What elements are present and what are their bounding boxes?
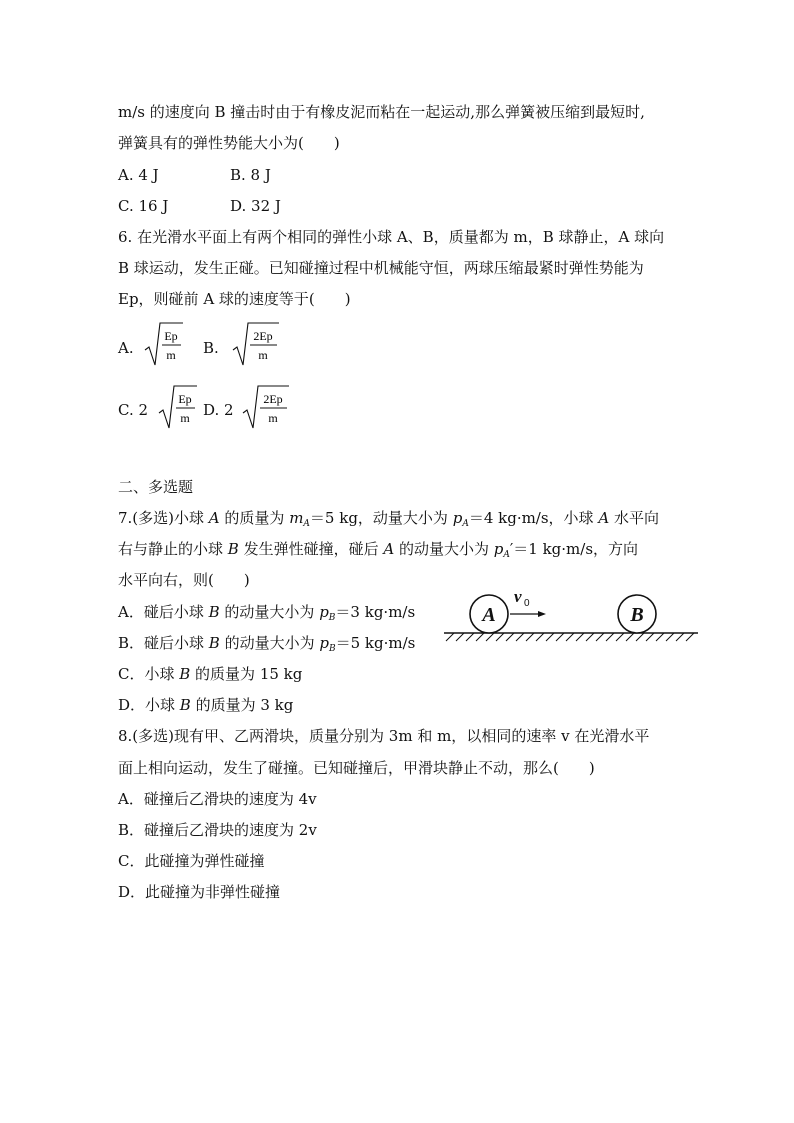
q6-a-numerator: Ep bbox=[164, 329, 178, 343]
q6-option-c-label: C. 2 bbox=[118, 401, 149, 419]
q8-option-a: A．碰撞后乙滑块的速度为 4v bbox=[118, 790, 317, 808]
q7-option-a: A．碰后小球 B 的动量大小为 $p_B=3$ kg·m/s bbox=[118, 603, 416, 623]
q8-line-1: 8.(多选)现有甲、乙两滑块，质量分别为 3m 和 m，以相同的速率 v 在光滑水平 bbox=[118, 727, 650, 745]
q5-option-a: A. 4 J bbox=[118, 166, 159, 184]
velocity-subscript: 0 bbox=[524, 598, 530, 609]
q6-line-2: B 球运动，发生正碰。已知碰撞过程中机械能守恒，两球压缩最紧时弹性势能为 bbox=[118, 259, 644, 277]
q7-line-2: 右与静止的小球 B 发生弹性碰撞，碰后 A 的动量大小为 $p_A'=1$ kg·m/s，方向 bbox=[118, 540, 639, 560]
q5-option-b: B. 8 J bbox=[230, 166, 271, 184]
q6-option-d-label: D. 2 bbox=[203, 401, 234, 419]
q6-line-3: Ep，则碰前 A 球的速度等于( ) bbox=[118, 290, 351, 308]
q6-c-denominator: m bbox=[180, 411, 190, 425]
q7-line-3: 水平向右，则( ) bbox=[118, 571, 250, 589]
q6-d-denominator: m bbox=[268, 411, 278, 425]
q5-option-c: C. 16 J bbox=[118, 197, 169, 215]
q6-b-numerator: 2Ep bbox=[253, 329, 273, 343]
q7-option-b: B．碰后小球 B 的动量大小为 $p_B=5$ kg·m/s bbox=[118, 634, 416, 654]
q6-option-c-formula bbox=[158, 383, 198, 431]
q8-option-c: C．此碰撞为弹性碰撞 bbox=[118, 852, 265, 870]
q6-option-b-label: B. bbox=[203, 339, 219, 357]
q6-b-denominator: m bbox=[258, 348, 268, 362]
q6-option-a-formula bbox=[144, 320, 184, 368]
q6-a-denominator: m bbox=[166, 348, 176, 362]
q6-line-1: 6. 在光滑水平面上有两个相同的弹性小球 A、B，质量都为 m，B 球静止，A 球向 bbox=[118, 228, 665, 246]
q6-option-d-formula bbox=[242, 383, 290, 431]
q6-c-numerator: Ep bbox=[178, 392, 192, 406]
q5-line-2: 弹簧具有的弹性势能大小为( ) bbox=[118, 134, 340, 152]
q6-d-numerator: 2Ep bbox=[263, 392, 283, 406]
q7-option-c: C．小球 B 的质量为 15 kg bbox=[118, 665, 303, 683]
q6-option-b-formula bbox=[232, 320, 280, 368]
q8-line-2: 面上相向运动，发生了碰撞。已知碰撞后，甲滑块静止不动，那么( ) bbox=[118, 759, 595, 777]
q6-option-a-label: A. bbox=[118, 339, 134, 357]
q8-option-d: D．此碰撞为非弹性碰撞 bbox=[118, 883, 281, 901]
q7-option-d: D．小球 B 的质量为 3 kg bbox=[118, 696, 294, 714]
ball-a-label: A bbox=[482, 604, 496, 626]
ball-b-label: B bbox=[630, 604, 644, 626]
ground-hatching bbox=[446, 633, 694, 641]
section-heading-multi-choice: 二、多选题 bbox=[118, 478, 194, 496]
velocity-arrowhead bbox=[538, 611, 546, 617]
q5-line-1: m/s 的速度向 B 撞击时由于有橡皮泥而粘在一起运动,那么弹簧被压缩到最短时, bbox=[118, 103, 645, 121]
q8-option-b: B．碰撞后乙滑块的速度为 2v bbox=[118, 821, 317, 839]
collision-diagram bbox=[444, 583, 700, 657]
q5-option-d: D. 32 J bbox=[230, 197, 281, 215]
q7-line-1: 7.(多选)小球 A 的质量为 $m_A=5$ kg，动量大小为 $p_A=4$ kg·m/s，小球 A 水平向 bbox=[118, 509, 659, 529]
velocity-label: v bbox=[514, 587, 522, 606]
